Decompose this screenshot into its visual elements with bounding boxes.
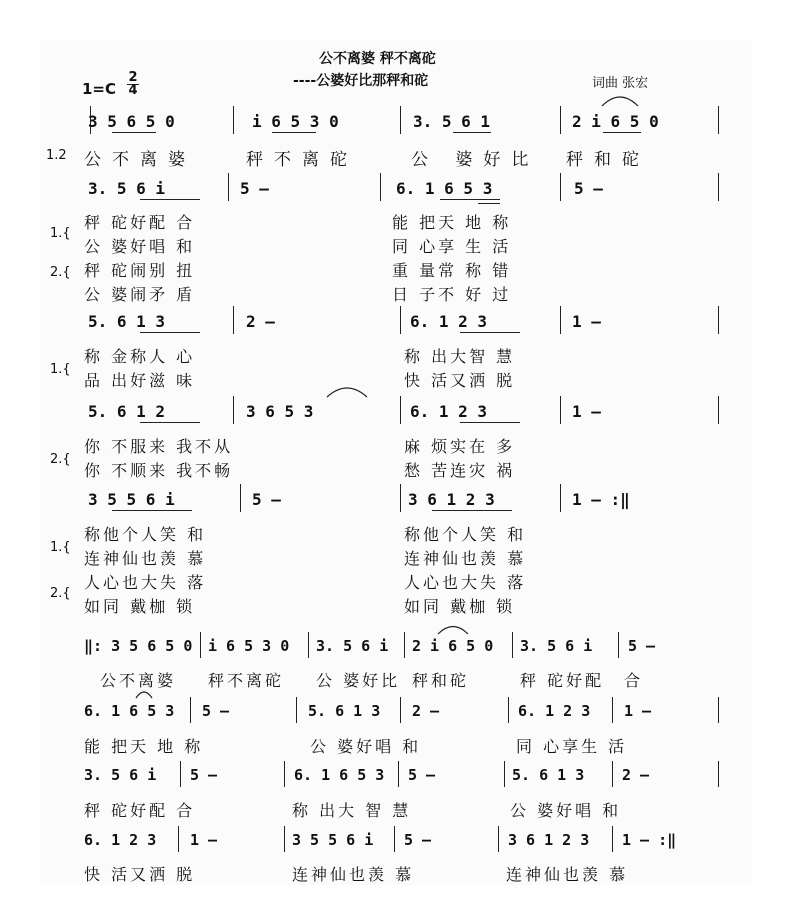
- barline: [612, 761, 613, 787]
- lyric: 快 活又洒 脱: [404, 371, 516, 390]
- measure-44: 1 – :‖: [622, 831, 677, 849]
- barline: [284, 761, 285, 787]
- verse-label: 1.2: [46, 148, 67, 163]
- underline: [140, 422, 200, 423]
- barline: [718, 173, 719, 201]
- lyric: 秤 砣好配 合: [84, 213, 196, 232]
- measure-35: 6. 1 6 5 3: [294, 766, 385, 784]
- lyric: 快 活又洒 脱: [84, 865, 196, 884]
- lyric: 同 心享生 活: [516, 737, 628, 756]
- barline: [180, 761, 181, 787]
- underline: [440, 199, 500, 200]
- song-subtitle: ----公婆好比那秤和砣: [293, 73, 429, 89]
- measure-12: 1 –: [572, 312, 601, 331]
- measure-14: 3 6 5 3: [246, 402, 314, 421]
- measure-27: 6. 1 6 5 3: [84, 702, 175, 720]
- lyric: 公 婆好唱 和: [310, 737, 422, 756]
- barline: [228, 173, 229, 201]
- barline: [560, 173, 561, 201]
- lyric: 重 量常 称 错: [392, 261, 512, 280]
- time-signature: [127, 72, 139, 97]
- barline: [394, 826, 395, 852]
- lyric: 人心也大失 落: [404, 573, 527, 592]
- measure-20: 1 – :‖: [572, 490, 630, 509]
- lyric: 称 出大 智 慧: [292, 801, 412, 820]
- measure-8: 5 –: [574, 179, 603, 198]
- measure-25: 3. 5 6 i: [520, 637, 593, 655]
- lyric: 公 婆好比: [411, 150, 540, 170]
- measure-41: 3 5 5 6 i: [292, 831, 374, 849]
- lyric: 你 不服来 我不从: [84, 437, 234, 456]
- measure-29: 5. 6 1 3: [308, 702, 381, 720]
- measure-42: 5 –: [404, 831, 432, 849]
- lyric: 人心也大失 落: [84, 573, 207, 592]
- barline: [560, 106, 561, 134]
- lyric: 公不离婆: [84, 150, 196, 170]
- measure-40: 1 –: [190, 831, 218, 849]
- lyric: 秤和砣: [412, 671, 470, 690]
- verse-label: 1.{: [50, 362, 71, 377]
- slur: [600, 92, 640, 108]
- barline: [560, 484, 561, 512]
- underline: [460, 422, 520, 423]
- barline: [718, 306, 719, 334]
- barline: [612, 826, 613, 852]
- measure-6: 5 –: [240, 179, 269, 198]
- lyric: 你 不顺来 我不畅: [84, 461, 234, 480]
- barline: [400, 306, 401, 334]
- measure-32: 1 –: [624, 702, 652, 720]
- measure-4: 2 i 6 5 0: [572, 112, 659, 131]
- barline: [718, 697, 719, 723]
- measure-21: ‖: 3 5 6 5 0: [84, 637, 193, 655]
- barline: [404, 632, 405, 658]
- verse-label: 1.{: [50, 226, 71, 241]
- measure-22: i 6 5 3 0: [208, 637, 290, 655]
- measure-28: 5 –: [202, 702, 230, 720]
- lyric: 秤 砣好配 合: [84, 801, 196, 820]
- underline: [112, 510, 192, 511]
- barline: [560, 396, 561, 424]
- lyric: 秤和砣: [566, 150, 650, 170]
- measure-17: 3 5 5 6 i: [88, 490, 175, 509]
- lyric: 称 出大智 慧: [404, 347, 516, 366]
- slur: [134, 688, 154, 700]
- lyric: 连神仙也羡 慕: [84, 549, 207, 568]
- barline: [308, 632, 309, 658]
- lyric: 连神仙也羡 慕: [506, 865, 629, 884]
- measure-5: 3. 5 6 i: [88, 179, 166, 198]
- lyric: 合: [624, 671, 644, 690]
- barline: [200, 632, 201, 658]
- underline: [272, 132, 316, 133]
- measure-24: 2 i 6 5 0: [412, 637, 494, 655]
- lyric: 秤 砣好配: [520, 671, 605, 690]
- barline: [233, 306, 234, 334]
- time-bottom: 4: [128, 83, 138, 98]
- barline: [718, 396, 719, 424]
- underline: [140, 332, 200, 333]
- lyric: 秤不离砣: [208, 671, 285, 690]
- measure-2: i 6 5 3 0: [252, 112, 339, 131]
- barline: [296, 697, 297, 723]
- lyric: 连神仙也羡 慕: [404, 549, 527, 568]
- underline: [460, 332, 520, 333]
- lyric: 如同 戴枷 锁: [84, 597, 196, 616]
- verse-label: 2.{: [50, 265, 71, 280]
- measure-39: 6. 1 2 3: [84, 831, 157, 849]
- slur: [436, 622, 470, 636]
- lyric: 公 婆闹矛 盾: [84, 285, 196, 304]
- barline: [618, 632, 619, 658]
- measure-16: 1 –: [572, 402, 601, 421]
- barline: [512, 632, 513, 658]
- barline: [284, 826, 285, 852]
- measure-37: 5. 6 1 3: [512, 766, 585, 784]
- measure-9: 5. 6 1 3: [88, 312, 166, 331]
- underline: [140, 199, 200, 200]
- lyric: 公不离婆: [100, 671, 177, 690]
- lyric: 秤不离砣: [246, 150, 358, 170]
- measure-18: 5 –: [252, 490, 281, 509]
- lyric: 品 出好滋 味: [84, 371, 196, 390]
- measure-38: 2 –: [622, 766, 650, 784]
- song-title: 公不离婆 秤不离砣: [319, 51, 436, 67]
- barline: [400, 396, 401, 424]
- barline: [504, 761, 505, 787]
- barline: [400, 484, 401, 512]
- barline: [233, 106, 234, 134]
- measure-43: 3 6 1 2 3: [508, 831, 590, 849]
- lyric: 连神仙也羡 慕: [292, 865, 415, 884]
- underline: [432, 510, 512, 511]
- barline: [560, 306, 561, 334]
- key-signature: 1=C: [82, 80, 117, 98]
- lyric: 称他个人笑 和: [84, 525, 207, 544]
- score-sheet: [40, 40, 752, 885]
- measure-23: 3. 5 6 i: [316, 637, 389, 655]
- lyric: 能 把天 地 称: [84, 737, 204, 756]
- underline: [112, 132, 156, 133]
- credit: 词曲 张宏: [592, 76, 649, 91]
- lyric: 公 婆好唱 和: [84, 237, 196, 256]
- barline: [612, 697, 613, 723]
- lyric: 称 金称人 心: [84, 347, 196, 366]
- verse-label: 2.{: [50, 586, 71, 601]
- lyric: 秤 砣闹别 扭: [84, 261, 196, 280]
- measure-36: 5 –: [408, 766, 436, 784]
- verse-label: 1.{: [50, 540, 71, 555]
- measure-13: 5. 6 1 2: [88, 402, 166, 421]
- lyric: 麻 烦实在 多: [404, 437, 516, 456]
- measure-33: 3. 5 6 i: [84, 766, 157, 784]
- underline: [453, 132, 491, 133]
- measure-7: 6. 1 6 5 3: [396, 179, 493, 198]
- verse-label: 2.{: [50, 452, 71, 467]
- barline: [240, 484, 241, 512]
- barline: [400, 106, 401, 134]
- barline: [498, 826, 499, 852]
- measure-15: 6. 1 2 3: [410, 402, 488, 421]
- measure-10: 2 –: [246, 312, 275, 331]
- time-top: 2: [128, 70, 138, 85]
- barline: [380, 173, 381, 201]
- barline: [190, 697, 191, 723]
- lyric: 能 把天 地 称: [392, 213, 512, 232]
- barline: [718, 761, 719, 787]
- lyric: 愁 苦连灾 祸: [404, 461, 516, 480]
- measure-1: 3 5 6 5 0: [88, 112, 175, 131]
- barline: [508, 697, 509, 723]
- slur: [325, 383, 369, 399]
- barline: [233, 396, 234, 424]
- barline: [400, 697, 401, 723]
- measure-19: 3 6 1 2 3: [408, 490, 495, 509]
- underline: [478, 203, 500, 204]
- barline: [178, 826, 179, 852]
- measure-31: 6. 1 2 3: [518, 702, 591, 720]
- measure-30: 2 –: [412, 702, 440, 720]
- lyric: 称他个人笑 和: [404, 525, 527, 544]
- lyric: 如同 戴枷 锁: [404, 597, 516, 616]
- measure-3: 3. 5 6 1: [413, 112, 491, 131]
- barline: [718, 106, 719, 134]
- underline: [603, 132, 641, 133]
- measure-11: 6. 1 2 3: [410, 312, 488, 331]
- lyric: 公 婆好比: [316, 671, 401, 690]
- lyric: 同 心享 生 活: [392, 237, 512, 256]
- measure-26: 5 –: [628, 637, 656, 655]
- barline: [398, 761, 399, 787]
- lyric: 日 子不 好 过: [392, 285, 512, 304]
- measure-34: 5 –: [190, 766, 218, 784]
- lyric: 公 婆好唱 和: [510, 801, 622, 820]
